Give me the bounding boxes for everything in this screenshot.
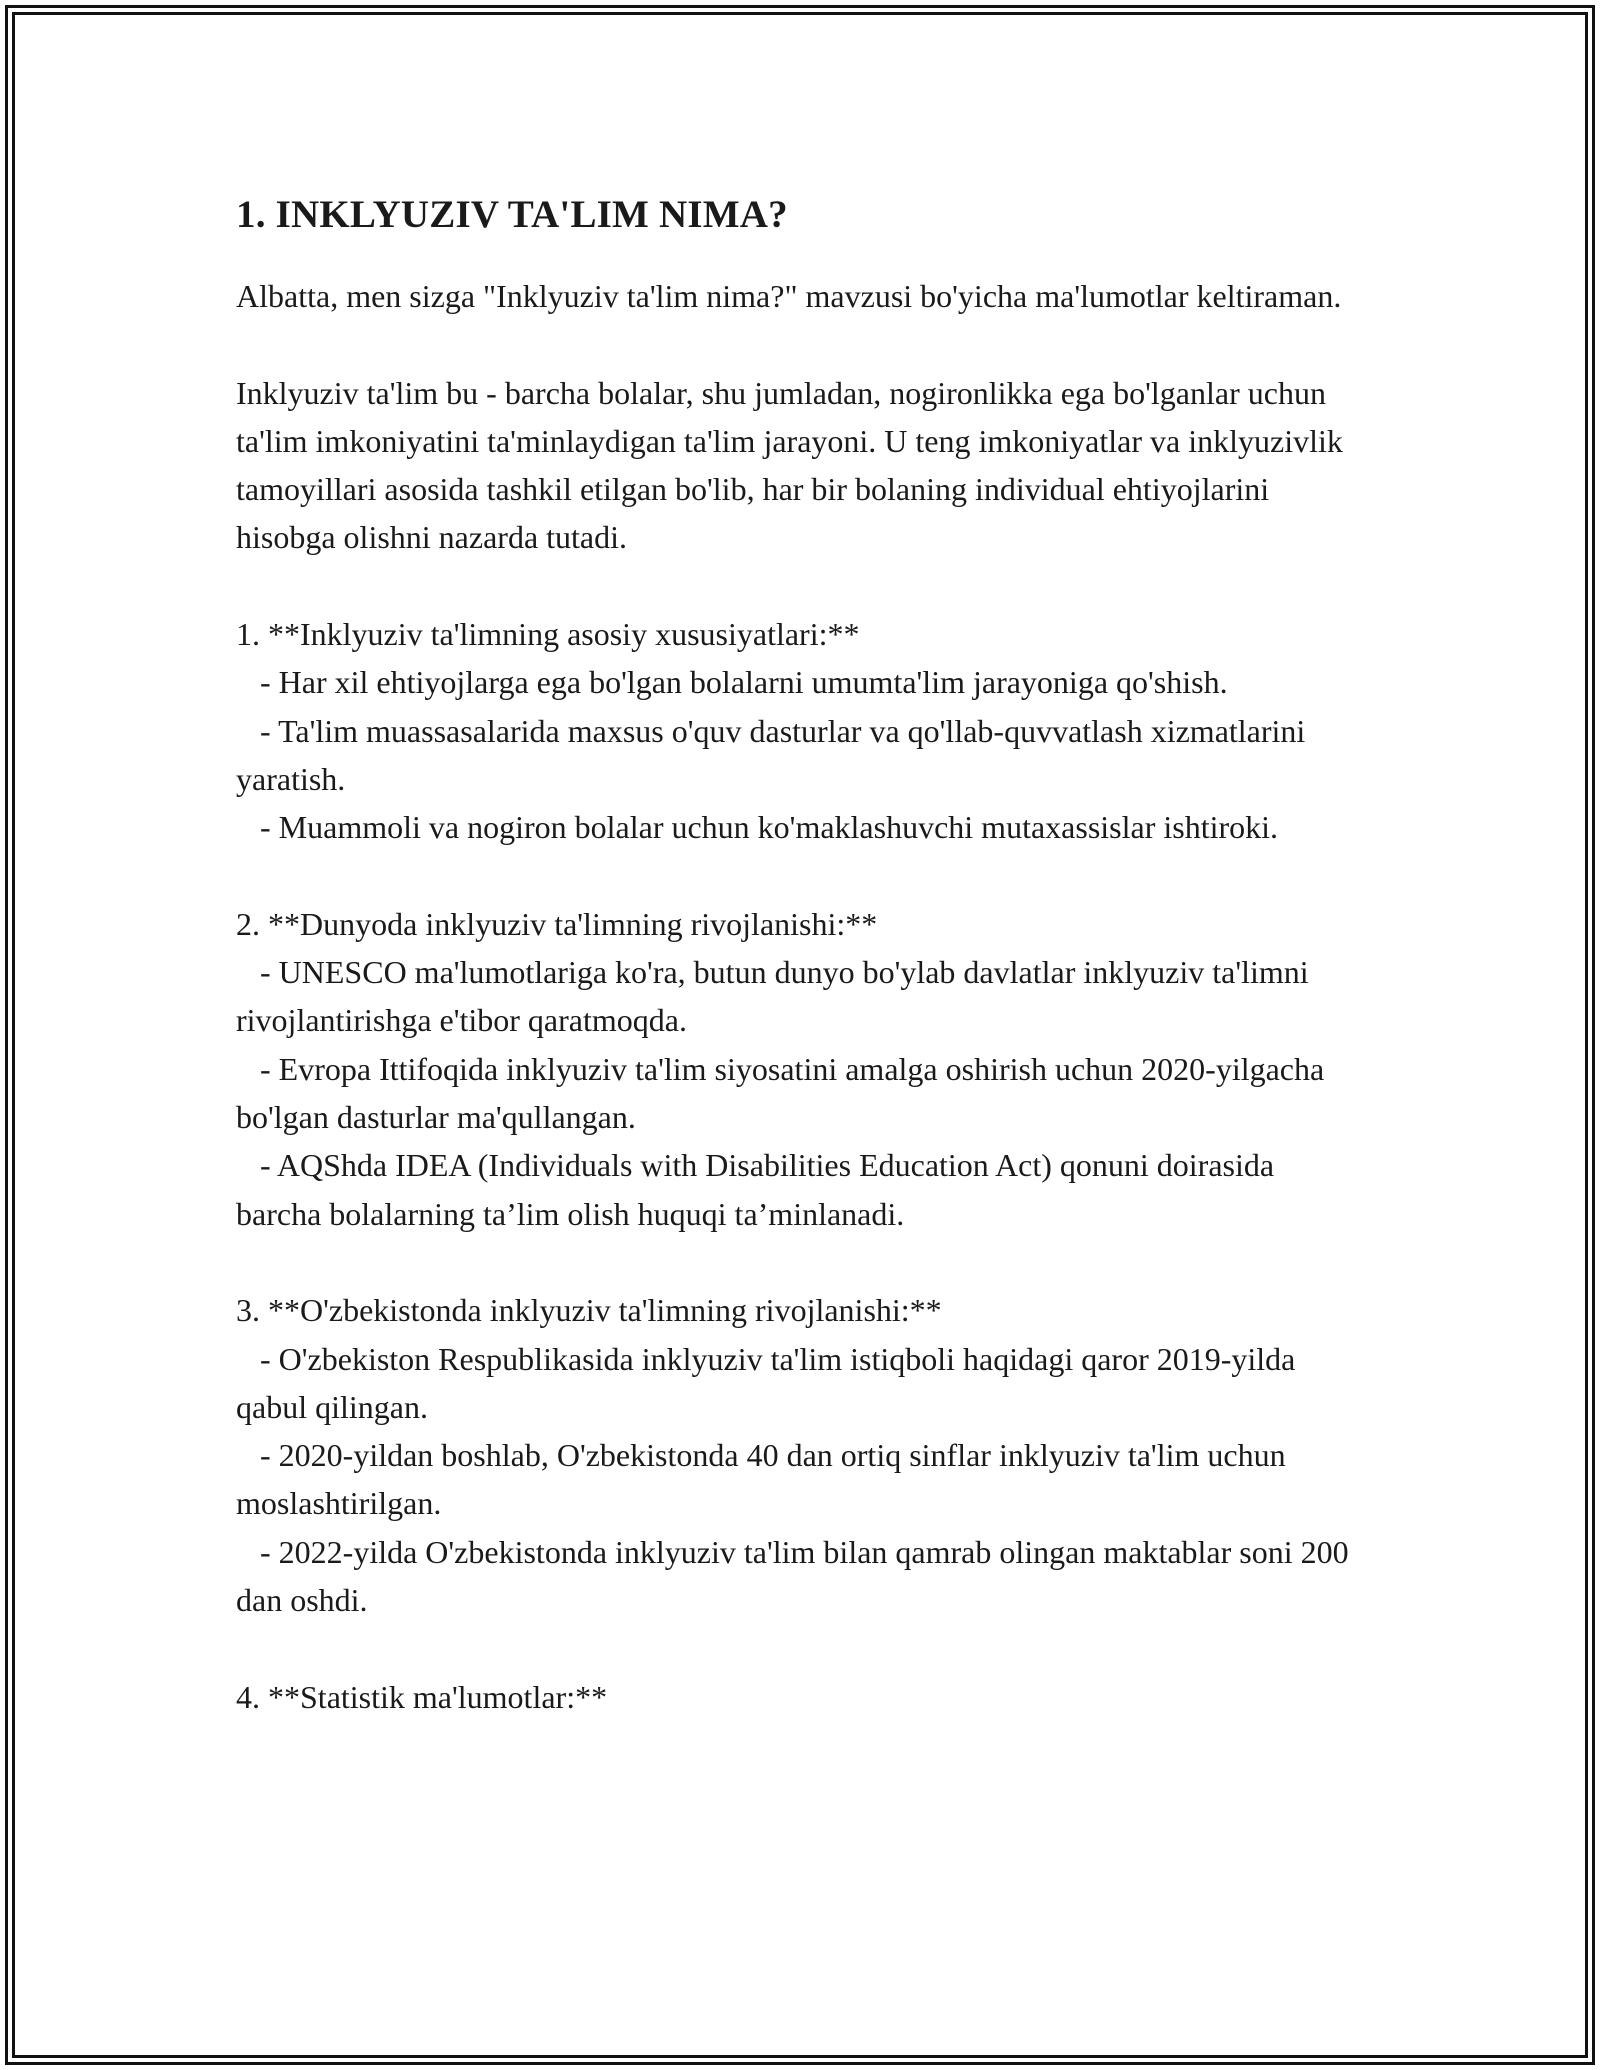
section-4 bbox=[236, 1673, 1366, 1721]
list-item: - Har xil ehtiyojlarga ega bo'lgan bolalarni umumta'lim jarayoniga qo'shish. bbox=[236, 664, 1228, 701]
section-heading: 4. **Statistik ma'lumotlar:** bbox=[236, 1678, 608, 1715]
list-item: - Evropa Ittifoqida inklyuziv ta'lim siyosatini amalga oshirish uchun 2020-yilgacha bo'lgan dasturlar ma'qullangan. bbox=[236, 1050, 1333, 1136]
paragraph-gap bbox=[236, 562, 1366, 610]
list-item: - AQShda IDEA (Individuals with Disabilities Education Act) qonuni doirasida barcha bolalarning ta’lim olish huquqi ta’minlanadi. bbox=[236, 1147, 1283, 1232]
definition-paragraph: Inklyuziv ta'lim bu - barcha bolalar, shu jumladan, nogironlikka ega bo'lganlar uchun ta'lim imkoniyatini ta'minlaydigan ta'lim jarayoni. U teng imkoniyatlar va inklyuzivlik tamoyillari asosida tashkil etilgan bo'lib, har bir bolaning individual ehtiyojlarini hisobga olishni nazarda tutadi. bbox=[236, 374, 1351, 556]
section-1 bbox=[236, 610, 1366, 851]
section-heading: 1. **Inklyuziv ta'limning asosiy xususiyatlari:** bbox=[236, 616, 860, 653]
section-heading: 2. **Dunyoda inklyuziv ta'limning rivojlanishi:** bbox=[236, 905, 878, 942]
paragraph-gap bbox=[236, 852, 1366, 900]
section-heading: 3. **O'zbekistonda inklyuziv ta'limning rivojlanishi:** bbox=[236, 1292, 942, 1329]
document-title: 1. INKLYUZIV TA'LIM NIMA? bbox=[236, 193, 788, 236]
section-2 bbox=[236, 900, 1366, 1238]
list-item: - Ta'lim muassasalarida maxsus o'quv dasturlar va qo'llab-quvvatlash xizmatlarini yaratish. bbox=[236, 712, 1314, 797]
paragraph-gap bbox=[236, 1624, 1366, 1672]
document-body bbox=[236, 184, 1366, 1721]
intro-paragraph: Albatta, men sizga "Inklyuziv ta'lim nima?" mavzusi bo'yicha ma'lumotlar keltiraman. bbox=[236, 278, 1342, 314]
paragraph-gap bbox=[236, 320, 1366, 368]
list-item: - O'zbekiston Respublikasida inklyuziv ta'lim istiqboli haqidagi qaror 2019-yilda qabul qilingan. bbox=[236, 1340, 1304, 1425]
section-3 bbox=[236, 1286, 1366, 1624]
list-item: - 2022-yilda O'zbekistonda inklyuziv ta'lim bilan qamrab olingan maktablar soni 200 dan oshdi. bbox=[236, 1533, 1357, 1619]
list-item: - Muammoli va nogiron bolalar uchun ko'maklashuvchi mutaxassislar ishtiroki. bbox=[236, 809, 1279, 846]
list-item: - 2020-yildan boshlab, O'zbekistonda 40 dan ortiq sinflar inklyuziv ta'lim uchun moslashtirilgan. bbox=[236, 1437, 1294, 1522]
paragraph-gap bbox=[236, 1238, 1366, 1286]
list-item: - UNESCO ma'lumotlariga ko'ra, butun dunyo bo'ylab davlatlar inklyuziv ta'limni rivojlantirishga e'tibor qaratmoqda. bbox=[236, 954, 1317, 1039]
